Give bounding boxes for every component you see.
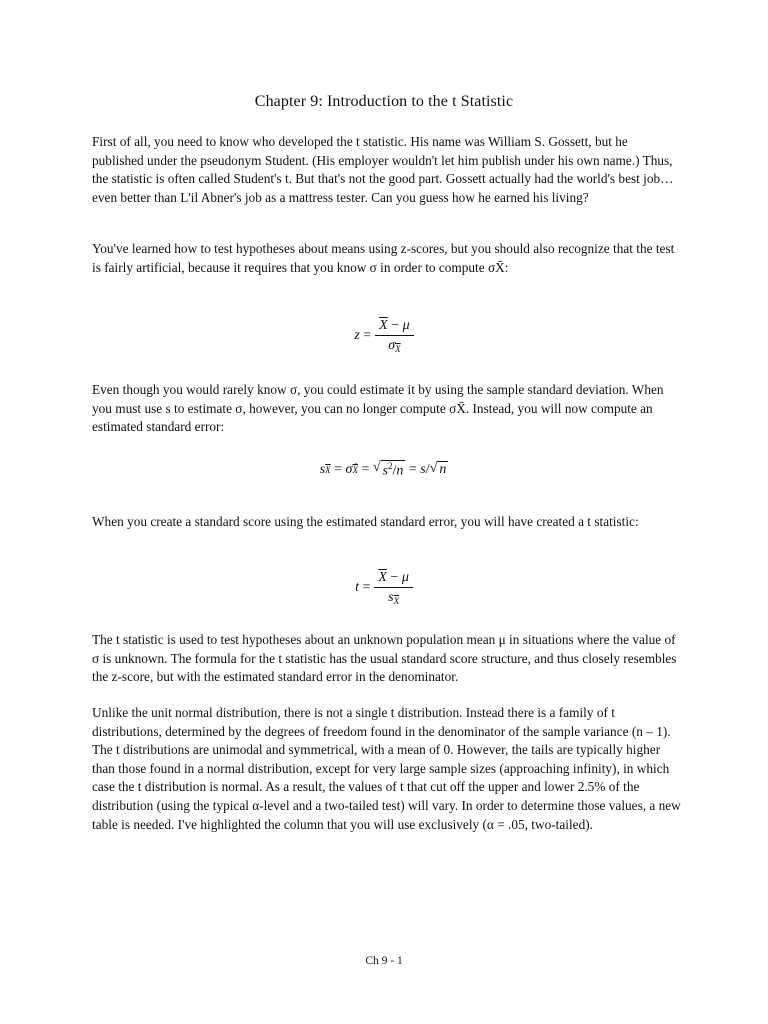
standard-error-formula: s $\overline{X}$ = σ̂ $\overline{X}$ = √ $s^2/n$ = s / √ n (319, 460, 447, 479)
paragraph-6: Unlike the unit normal distribution, there is not a single t distribution. Instead there is a family of t distributions, determined by the degrees of freedom found in the denominator of the sample variance (n – 1). The t distributions are unimodal and symmetrical, with a mean of 0. However, the tails are typically higher than those found in a normal distribution, except for very large sample sizes (approaching infinity), in which case the t distribution is normal. As a result, the values of t that cut off the upper and lower 2.5% of the distribution (using the typical α-level and a two-tailed test) will vary. In order to determine those values, a new table is needed. I've highlighted the column that you will use exclusively (α = .05, two-tailed). (92, 705, 681, 832)
t-fraction: $\frac{\overline{X} - \mu}{s_{\overline{X}}}$ (374, 570, 413, 606)
paragraph-1: First of all, you need to know who developed the t statistic. His name was William S. Gossett, but he published under the pseudonym Student. (His employer wouldn't let him publish under his own name.) Thus, the statistic is often called Student's t. But that's not the good part. Gossett actually had the world's best job… even better than L'il Abner's job as a mattress tester. Can you guess how he earned his living? (92, 134, 674, 205)
z-formula: z = $\frac{\overline{X} - \mu}{\sigma_{\overline{X}}}$ (0, 318, 768, 354)
paragraph-3: Even though you would rarely know σ, you could estimate it by using the sample standard deviation. When you must use s to estimate σ, however, you can no longer compute σX̄. Instead, you will now compute an estimated standard error: (92, 382, 664, 435)
z-fraction: $\frac{\overline{X} - \mu}{\sigma_{\overline{X}}}$ (375, 318, 414, 354)
page-title: Chapter 9: Introduction to the t Statistic (254, 93, 514, 110)
paragraph-4: When you create a standard score using the estimated standard error, you will have created a t statistic: (92, 514, 639, 529)
paragraph-2: You've learned how to test hypotheses about means using z-scores, but you should also recognize that the test is fairly artificial, because it requires that you know σ in order to compute σX̄: (92, 241, 675, 275)
t-formula: t = $\frac{\overline{X} - \mu}{s_{\overline{X}}}$ (0, 570, 768, 606)
page-number: Ch 9 - 1 (365, 955, 403, 967)
paragraph-5: The t statistic is used to test hypotheses about an unknown population mean μ in situations where the value of σ is unknown. The formula for the t statistic has the usual standard score structure, and thus closely resembles the z-score, but with the estimated standard error in the denominator. (92, 632, 677, 685)
